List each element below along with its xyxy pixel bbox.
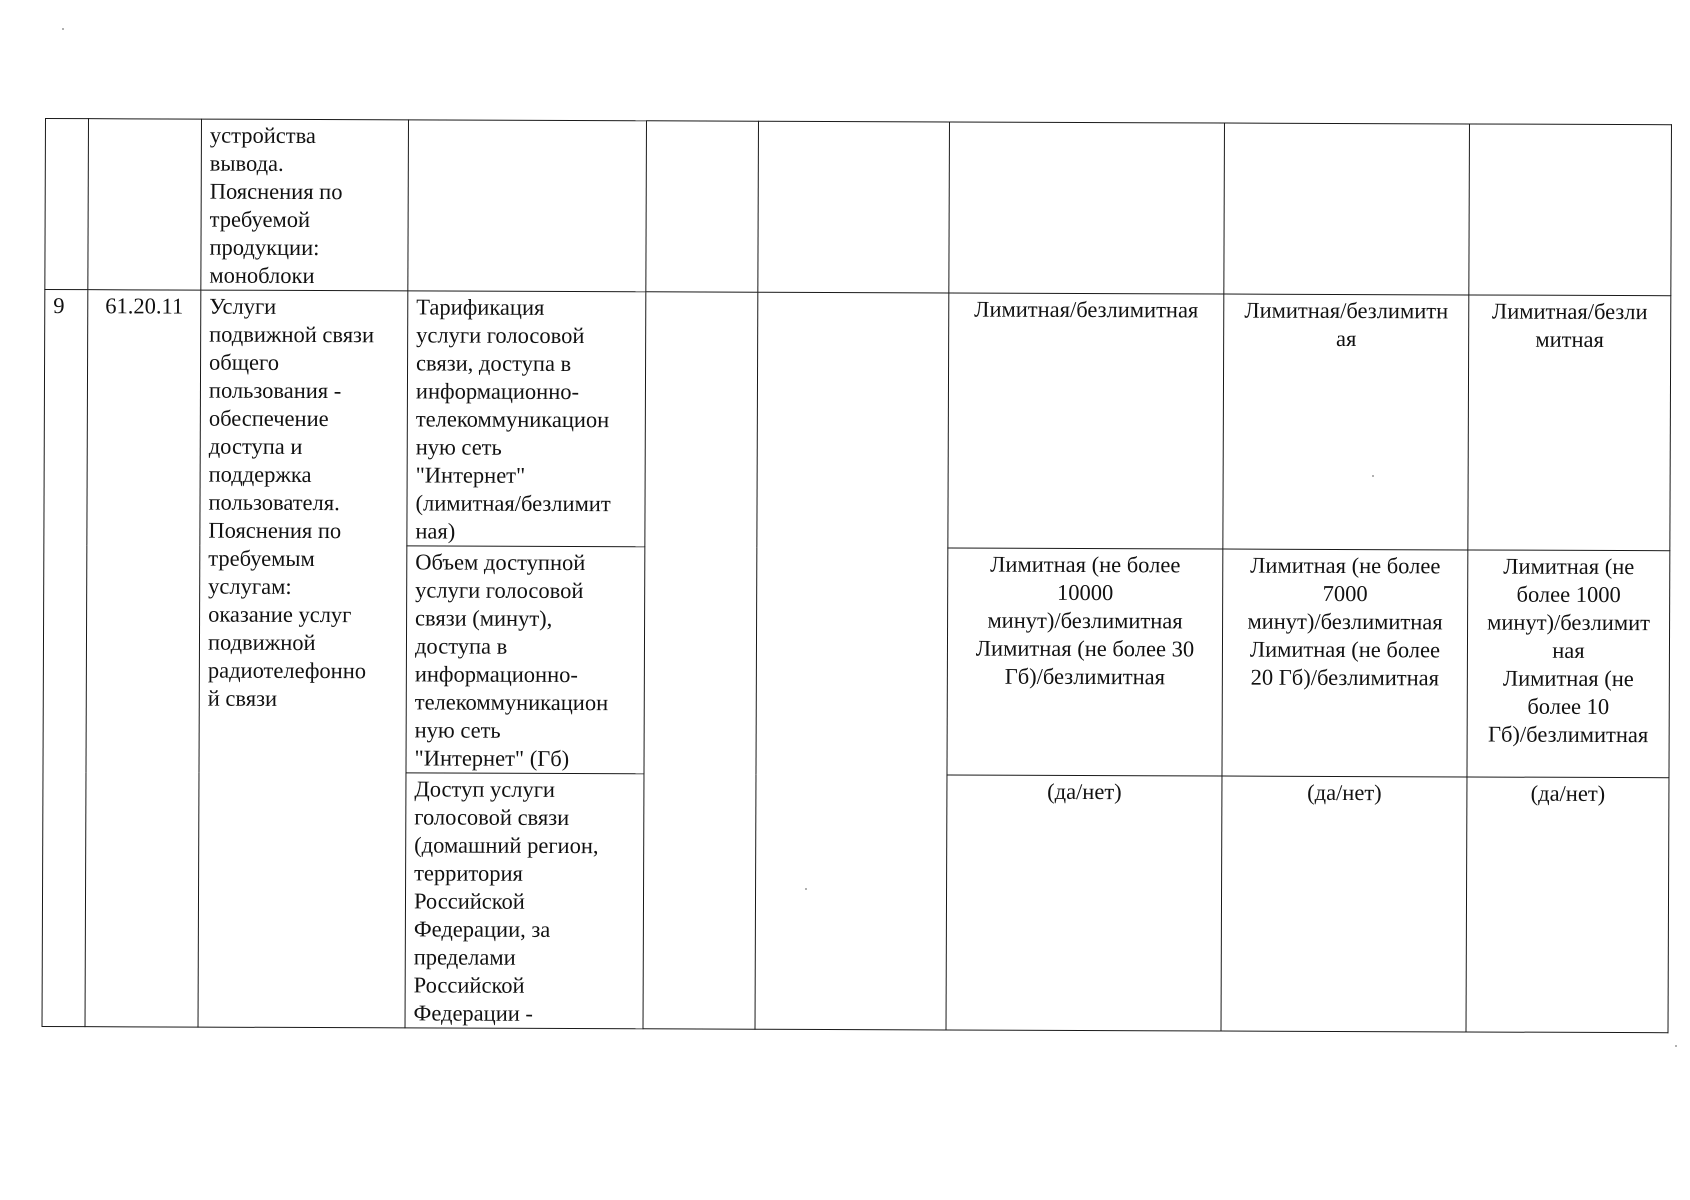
text-line: (домашний регион, bbox=[414, 832, 599, 859]
text-line: продукции: bbox=[209, 234, 320, 261]
text-line: Лимитная/безлимитная bbox=[974, 296, 1199, 323]
text-line: Федерации - bbox=[413, 1000, 534, 1026]
text-line: Лимитная (не bbox=[1502, 665, 1634, 692]
text-line: телекоммуникацион bbox=[414, 689, 609, 716]
cell-number bbox=[45, 119, 89, 290]
cell-code bbox=[88, 119, 202, 290]
text-line: (да/нет) bbox=[1530, 780, 1606, 806]
text-line: (лимитная/безлимит bbox=[415, 490, 611, 517]
scan-speck bbox=[805, 888, 807, 890]
text-line: ая bbox=[1335, 325, 1357, 352]
scan-speck bbox=[62, 28, 64, 30]
cell-characteristic-label bbox=[406, 546, 645, 774]
text-line: пределами bbox=[413, 944, 516, 970]
text-line: ная bbox=[1552, 637, 1585, 663]
text-line: пользования - bbox=[208, 377, 342, 404]
text-line: Гб)/безлимитная bbox=[1004, 663, 1166, 690]
cell-value-b bbox=[1223, 294, 1469, 550]
text-line: территория bbox=[414, 860, 523, 886]
text-line: информационно- bbox=[415, 378, 580, 405]
text-line: услугам: bbox=[208, 573, 292, 599]
text-line: митная bbox=[1535, 326, 1604, 352]
text-line: Лимитная (не более bbox=[990, 551, 1181, 578]
text-line: более 10 bbox=[1527, 693, 1610, 720]
text-line: "Интернет" (Гб) bbox=[414, 745, 570, 772]
cell-value-a bbox=[948, 293, 1224, 549]
text-line: ная) bbox=[415, 518, 456, 544]
cell-characteristic bbox=[408, 120, 647, 292]
text-line: требуемой bbox=[209, 206, 311, 233]
cell-value bbox=[1469, 124, 1672, 296]
text-line: ную сеть bbox=[414, 717, 501, 743]
text-line: Доступ услуги bbox=[414, 776, 556, 802]
text-line: радиотелефонно bbox=[207, 657, 367, 684]
cell-code: 61.20.11 bbox=[85, 290, 201, 1027]
table-row-9 bbox=[44, 290, 1671, 551]
text-line: телекоммуникацион bbox=[415, 406, 610, 433]
cell-value-b bbox=[1221, 776, 1467, 1032]
cell-value bbox=[1224, 123, 1470, 295]
text-line: Лимитная/безлимитн bbox=[1244, 297, 1449, 324]
text-line: пользователя. bbox=[208, 489, 340, 516]
cell-value-b bbox=[1222, 549, 1468, 777]
text-line: услуги голосовой bbox=[416, 322, 585, 349]
text-line: Пояснения по bbox=[208, 517, 342, 544]
text-line: ную сеть bbox=[415, 434, 502, 460]
text-line: оказание услуг bbox=[208, 601, 352, 628]
text-line: й связи bbox=[207, 685, 278, 711]
cell-name bbox=[198, 290, 408, 1028]
cell-characteristic-label bbox=[407, 291, 646, 547]
cell-value-c bbox=[1466, 777, 1669, 1033]
cell-characteristic-label bbox=[405, 773, 644, 1029]
text-line: обеспечение bbox=[208, 405, 329, 432]
text-line: Услуги bbox=[209, 293, 277, 319]
text-line: связи, доступа в bbox=[416, 350, 572, 377]
cell-name bbox=[201, 119, 409, 291]
text-line: Объем доступной bbox=[415, 549, 586, 576]
text-line: поддержка bbox=[208, 461, 312, 488]
text-line: 10000 bbox=[1057, 579, 1114, 606]
text-line: Гб)/безлимитная bbox=[1487, 721, 1649, 748]
text-line: Лимитная/безли bbox=[1491, 298, 1648, 325]
text-line: информационно- bbox=[414, 661, 578, 688]
specification-table bbox=[42, 118, 1672, 1033]
text-line: голосовой связи bbox=[414, 804, 570, 831]
text-line: устройства bbox=[209, 122, 317, 149]
text-line: подвижной связи bbox=[209, 321, 375, 348]
table-row-continuation bbox=[45, 119, 1672, 296]
text-line: связи (минут), bbox=[415, 605, 553, 631]
text-line: доступа и bbox=[208, 433, 303, 459]
text-line: Пояснения по bbox=[209, 178, 343, 205]
cell-number: 9 bbox=[42, 290, 88, 1027]
cell-value bbox=[949, 122, 1225, 294]
text-line: минут)/безлимит bbox=[1487, 609, 1651, 636]
scan-speck bbox=[1372, 475, 1374, 477]
text-line: вывода. bbox=[209, 150, 284, 176]
text-line: 7000 bbox=[1322, 580, 1368, 607]
text-line: 20 Гб)/безлимитная bbox=[1250, 664, 1440, 691]
text-line: доступа в bbox=[414, 633, 508, 659]
cell-empty bbox=[755, 292, 949, 1030]
text-line: услуги голосовой bbox=[415, 577, 584, 604]
text-line: минут)/безлимитная bbox=[1247, 608, 1443, 635]
cell-empty bbox=[646, 121, 759, 292]
text-line: Тарификация bbox=[416, 294, 545, 320]
text-line: минут)/безлимитная bbox=[987, 607, 1183, 634]
text-line: Лимитная (не bbox=[1503, 553, 1635, 580]
text-line: общего bbox=[209, 349, 280, 375]
text-line: (да/нет) bbox=[1047, 778, 1122, 805]
cell-empty bbox=[643, 292, 758, 1029]
text-line: Российской bbox=[413, 972, 525, 998]
cell-value-c bbox=[1468, 295, 1671, 551]
text-line: Лимитная (не более 30 bbox=[975, 635, 1195, 662]
text-line: Лимитная (не более bbox=[1249, 636, 1441, 663]
text-line: требуемым bbox=[208, 545, 315, 572]
text-line: более 1000 bbox=[1516, 581, 1621, 608]
text-line: Лимитная (не более bbox=[1250, 552, 1441, 579]
cell-value-a bbox=[947, 548, 1223, 776]
cell-empty bbox=[758, 121, 950, 293]
text-line: подвижной bbox=[207, 629, 316, 656]
cell-value-c bbox=[1467, 550, 1670, 778]
scan-speck bbox=[1675, 1045, 1677, 1047]
text-line: "Интернет" bbox=[415, 462, 526, 488]
text-line: (да/нет) bbox=[1307, 779, 1382, 806]
text-line: Российской bbox=[413, 888, 525, 914]
text-line: Федерации, за bbox=[413, 916, 551, 942]
cell-value-a bbox=[946, 775, 1222, 1031]
text-line: моноблоки bbox=[209, 262, 315, 289]
